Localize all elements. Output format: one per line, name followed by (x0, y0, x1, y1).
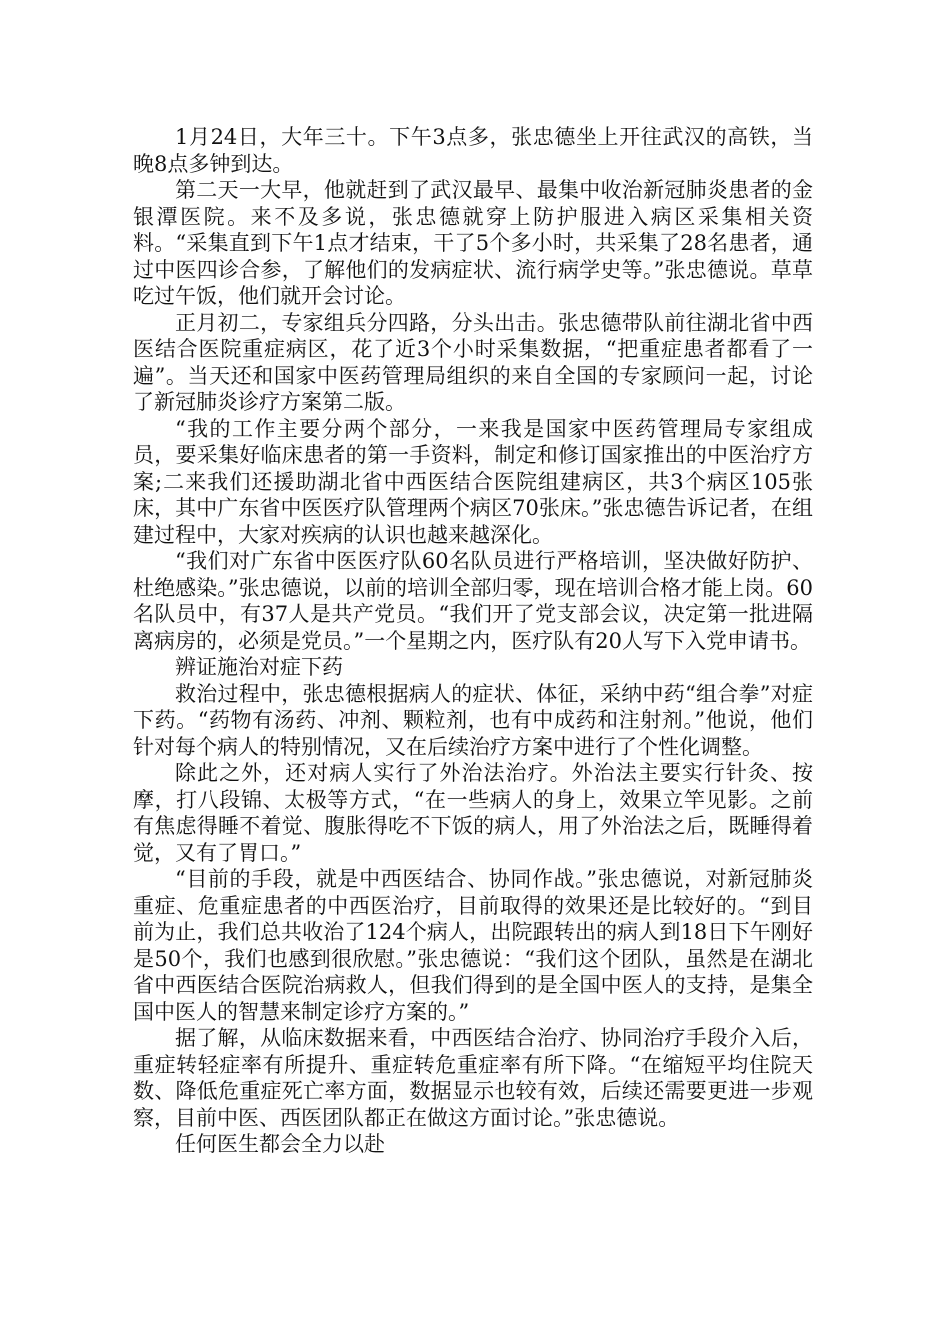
paragraph-arrival: 1月24日，大年三十。下午3点多，张忠德坐上开往武汉的高铁，当晚8点多钟到达。 (133, 125, 813, 176)
paragraph-expert-group: 正月初二，专家组兵分四路，分头出击。张忠德带队前往湖北省中西医结合医院重症病区，花了近3个小时采集数据，“把重症患者都看了一遍”。当天还和国家中医药管理局组织的来自全国的专家顾问一起，讨论了新冠肺炎诊疗方案第二版。 (133, 310, 813, 414)
paragraph-integration: “目前的手段，就是中西医结合、协同作战。”张忠德说，对新冠肺炎重症、危重症患者的中西医治疗，目前取得的效果还是比较好的。“到目前为止，我们总共收治了124个病人，出院跟转出的病人到18日下午刚好是50个，我们也感到很欣慰。”张忠德说：“我们这个团队，虽然是在湖北省中西医结合医院治病救人，但我们得到的是全国中医人的支持，是集全国中医人的智慧来制定诊疗方案的。” (133, 867, 813, 1024)
paragraph-clinical-data: 据了解，从临床数据来看，中西医结合治疗、协同治疗手段介入后，重症转轻症率有所提升、重症转危重症率有所下降。“在缩短平均住院天数、降低危重症死亡率方面，数据显示也较有效，后续还需要更进一步观察，目前中医、西医团队都正在做这方面讨论。”张忠德说。 (133, 1026, 813, 1130)
section-heading-all-out: 任何医生都会全力以赴 (175, 1132, 385, 1156)
paragraph-medicine: 救治过程中，张忠德根据病人的症状、体征，采纳中药“组合拳”对症下药。“药物有汤药、冲剂、颗粒剂，也有中成药和注射剂。”他说，他们针对每个病人的特别情况，又在后续治疗方案中进行了个性化调整。 (133, 681, 813, 759)
section-heading-treatment: 辨证施治对症下药 (175, 655, 343, 679)
paragraph-jinyintan: 第二天一大早，他就赶到了武汉最早、最集中收治新冠肺炎患者的金银潭医院。来不及多说，张忠德就穿上防护服进入病区采集相关资料。“采集直到下午1点才结束，干了5个多小时，共采集了28名患者，通过中医四诊合参，了解他们的发病症状、流行病学史等。”张忠德说。草草吃过午饭，他们就开会讨论。 (133, 178, 813, 308)
paragraph-training: “我们对广东省中医医疗队60名队员进行严格培训，坚决做好防护、杜绝感染。”张忠德说，以前的培训全部归零，现在培训合格才能上岗。60名队员中，有37人是共产党员。“我们开了党支部会议，决定第一批进隔离病房的，必须是党员。”一个星期之内，医疗队有20人写下入党申请书。 (133, 549, 813, 653)
paragraph-external-therapy: 除此之外，还对病人实行了外治法治疗。外治法主要实行针灸、按摩，打八段锦、太极等方式，“在一些病人的身上，效果立竿见影。之前有焦虑得睡不着觉、腹胀得吃不下饭的病人，用了外治法之后，既睡得着觉，又有了胃口。” (133, 761, 813, 865)
document-body (133, 124, 813, 1158)
paragraph-work-parts: “我的工作主要分两个部分，一来我是国家中医药管理局专家组成员，要采集好临床患者的第一手资料，制定和修订国家推出的中医治疗方案;二来我们还援助湖北省中西医结合医院组建病区，共3个病区105张床，其中广东省中医医疗队管理两个病区70张床。”张忠德告诉记者，在组建过程中，大家对疾病的认识也越来越深化。 (133, 416, 813, 547)
